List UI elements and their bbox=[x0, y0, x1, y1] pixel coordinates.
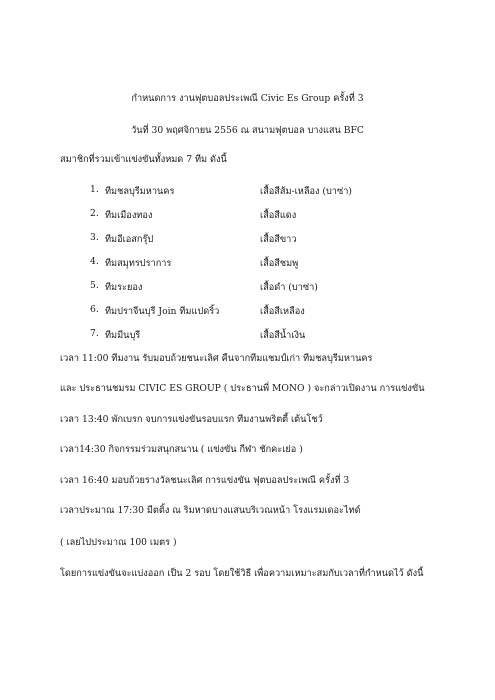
team-name: ทีมอีเอสกรุ๊ป bbox=[105, 234, 154, 245]
schedule-item: เวลา14:30 กิจกรรมร่วมสนุกสนาน ( แข่งขัน กีฬา ชักคะเย่อ ) bbox=[60, 444, 303, 455]
document-title: กำหนดการ งานฟุตบอลประเพณี Civic Es Group ครั้งที่ 3 bbox=[131, 93, 364, 104]
team-name: ทีมชลบุรีมหานคร bbox=[105, 186, 175, 197]
team-shirt: เสื้อสีน้ำเงิน bbox=[260, 330, 306, 341]
team-number: 1. bbox=[90, 184, 99, 195]
team-shirt: เสื้อดำ (บาซ่า) bbox=[260, 282, 318, 293]
team-shirt: เสื้อสีขาว bbox=[260, 234, 297, 245]
schedule-item: เวลา 13:40 พักเบรก จบการแข่งขันรอบแรก ทีมงานพริตตี้ เต้นโชว์ bbox=[60, 414, 323, 425]
team-number: 3. bbox=[90, 232, 99, 243]
team-number: 6. bbox=[90, 304, 99, 315]
team-name: ทีมสมุทรปราการ bbox=[105, 258, 172, 269]
schedule-item: โดยการแข่งขันจะแบ่งออก เป็น 2 รอบ โดยใช้วิธี เพื่อความเหมาะสมกับเวลาที่กำหนดไว้ ดังนี้ bbox=[60, 568, 424, 579]
schedule-item: เวลา 11:00 ทีมงาน รับมอบถ้วยชนะเลิศ คืนจากทีมแชมป์เก่า ทีมชลบุรีมหานคร bbox=[60, 353, 373, 364]
team-name: ทีมเมืองทอง bbox=[105, 210, 153, 221]
team-number: 7. bbox=[90, 328, 99, 339]
team-shirt: เสื้อสีส้ม-เหลือง (บาซ่า) bbox=[260, 186, 352, 197]
team-number: 5. bbox=[90, 280, 99, 291]
schedule-item: เวลาประมาณ 17:30 มีตติ้ง ณ ริมหาดบางแสนบริเวณหน้า โรงแรมเดอะไทด์ bbox=[60, 505, 361, 516]
team-name: ทีมมีนบุรี bbox=[105, 330, 141, 341]
schedule-item: และ ประธานชมรม CIVIC ES GROUP ( ประธานพี่ MONO ) จะกล่าวเปิดงาน การแข่งขัน bbox=[60, 383, 425, 394]
team-name: ทีมปราจีนบุรี Join ทีมแปดริ้ว bbox=[105, 306, 220, 317]
team-name: ทีมระยอง bbox=[105, 282, 143, 293]
team-number: 4. bbox=[90, 256, 99, 267]
schedule-item: เวลา 16:40 มอบถ้วยรางวัลชนะเลิศ การแข่งขัน ฟุตบอลประเพณี ครั้งที่ 3 bbox=[60, 475, 350, 486]
team-shirt: เสื้อสีเหลือง bbox=[260, 306, 305, 317]
team-number: 2. bbox=[90, 208, 99, 219]
teams-intro: สมาชิกที่รวมเข้าแข่งขันทั้งหมด 7 ทีม ดังนี้ bbox=[60, 154, 227, 165]
event-date-line: วันที่ 30 พฤศจิกายน 2556 ณ สนามฟุตบอล บางแสน BFC bbox=[131, 125, 364, 136]
team-shirt: เสื้อสีชมพู bbox=[260, 258, 299, 269]
team-shirt: เสื้อสีแดง bbox=[260, 210, 297, 221]
schedule-item: ( เลยไปประมาณ 100 เมตร ) bbox=[60, 537, 177, 548]
